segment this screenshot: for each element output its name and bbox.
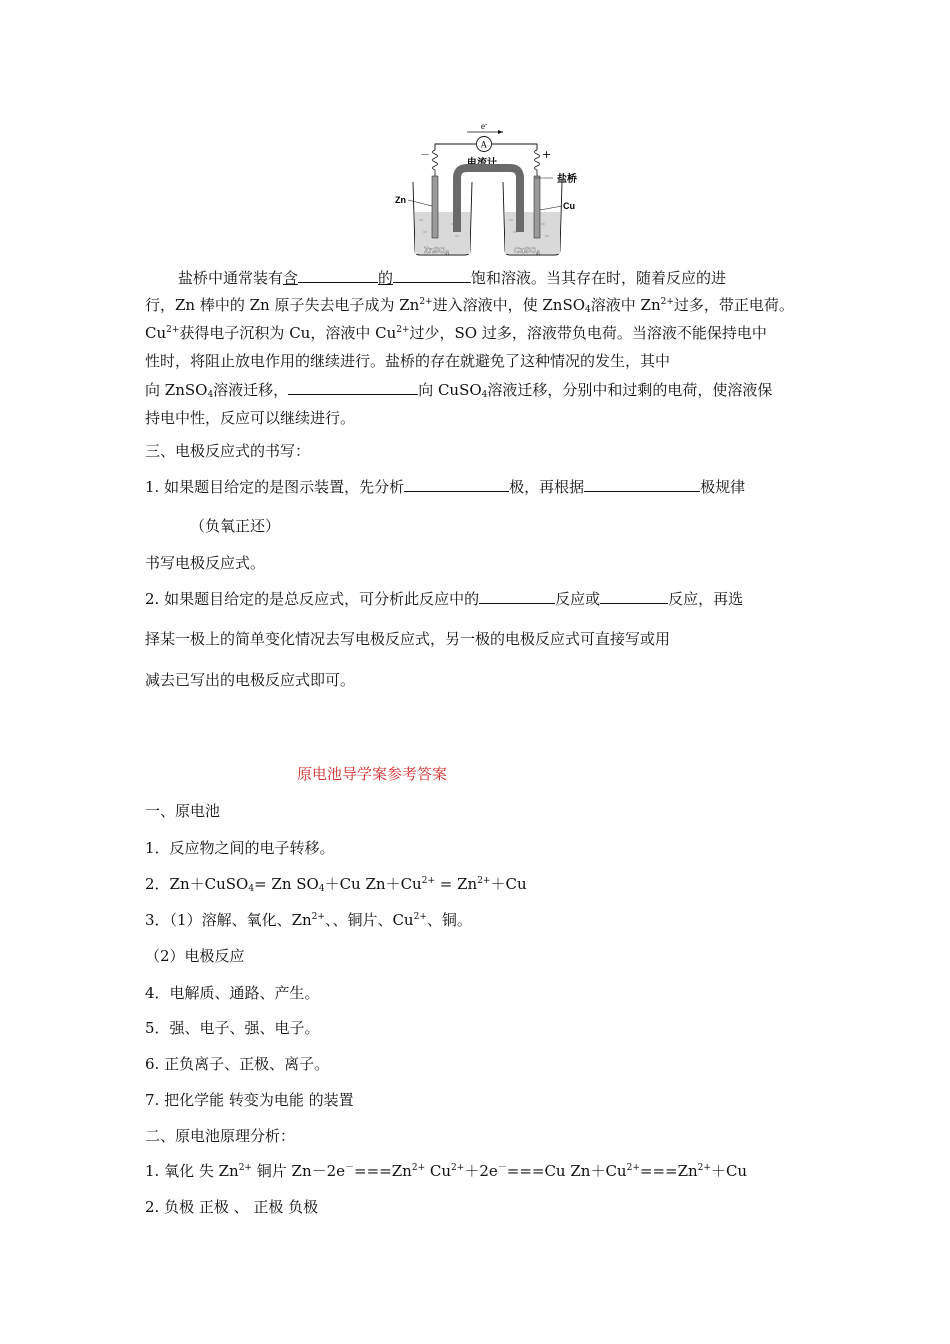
answer-3-2: （2）电极反应: [145, 947, 245, 965]
answer-5: 5．强、电子、强、电子。: [145, 1019, 320, 1037]
section3-item1-note: （负氧正还）: [190, 517, 281, 535]
electron-label: e-: [481, 120, 488, 131]
para1-line3: $Cu^{2+}$获得电子沉积为 Cu，溶液中 $Cu^{2+}$过少，SO 过多，溶液带负电荷。当溶液不能保持电中: [145, 324, 767, 342]
coil-left: [433, 150, 438, 176]
cu-label: Cu: [563, 201, 575, 211]
zn-electrode: [432, 176, 438, 238]
answer-7: 7. 把化学能 转变为电能 的装置: [145, 1091, 354, 1109]
section3-item1: 1. 如果题目给定的是图示装置，先分析 极，再根据 极规律: [145, 478, 746, 496]
section3-item2-line2: 择某一极上的简单变化情况去写电极反应式，另一极的电极反应式可直接写或用: [145, 630, 671, 648]
zn-label: Zn: [395, 195, 406, 205]
minus-sign: －: [420, 150, 430, 161]
answer-3: 3．（1）溶解、氧化、$Zn^{2+}$、、铜片、$Cu^{2+}$、铜。: [145, 911, 472, 929]
ammeter-symbol: A: [480, 139, 487, 150]
answer-2: 2．Zn＋CuSO$_4$= Zn $SO_4+Cu$ $Zn+Cu^{2+} = Zn^{2+}+Cu$: [145, 875, 527, 894]
answer-1: 1．反应物之间的电子转移。: [145, 839, 335, 857]
znso4-label: ZnSO$_4$: [424, 246, 449, 257]
wire-right: [492, 144, 537, 150]
answers-title: 原电池导学案参考答案: [297, 765, 448, 783]
galvanic-cell-diagram: [395, 120, 600, 260]
analysis-2: 2. 负极 正极 、 正极 负极: [145, 1198, 319, 1216]
section3-title: 三、电极反应式的书写：: [145, 442, 311, 460]
wire-left: [435, 144, 476, 150]
para1-line6: 持电中性，反应可以继续进行。: [145, 409, 356, 427]
analysis-1: 1. 氧化 失 $Zn^{2+}$ 铜片 $Zn-2e^-===Zn^{2+}$ $Cu^{2+}+2e^-===Cu$ $Zn+Cu^{2+}===Zn^{2+}+Cu$: [145, 1162, 748, 1180]
answers-heading-1: 一、原电池: [145, 802, 221, 820]
coil-right: [535, 150, 540, 176]
section3-item1-end: 书写电极反应式。: [145, 554, 266, 572]
para1-line5: 向 ZnSO$_4$溶液迁移， 向 CuSO$_4$溶液迁移，分别中和过剩的电荷，使溶液保: [145, 381, 773, 400]
section3-item2: 2. 如果题目给定的是总反应式，可分析此反应中的 反应或 反应，再选: [145, 590, 744, 608]
answers-heading-2: 二、原电池原理分析：: [145, 1127, 296, 1145]
cu-electrode: [534, 176, 540, 238]
cuso4-label: CuSO$_4$: [514, 246, 540, 257]
section3-item2-line3: 减去已写出的电极反应式即可。: [145, 671, 356, 689]
ammeter-label: 电流计: [467, 158, 497, 169]
para1-line4: 性时，将阻止放电作用的继续进行。盐桥的存在就避免了这种情况的发生，其中: [145, 352, 671, 370]
salt-bridge-label: 盐桥: [557, 174, 577, 185]
para1-line1: 盐桥中通常装有含 的 饱和溶液。当其存在时，随着反应的进: [178, 269, 727, 287]
para1-line2: 行，Zn 棒中的 Zn 原子失去电子成为 $Zn^{2+}$进入溶液中，使 ZnSO$_4$溶液中 $Zn^{2+}$过多，带正电荷。: [145, 296, 794, 315]
answer-4: 4．电解质、通路、产生。: [145, 984, 320, 1002]
answer-6: 6. 正负离子、正极、离子。: [145, 1055, 330, 1073]
plus-sign: +: [542, 148, 552, 161]
